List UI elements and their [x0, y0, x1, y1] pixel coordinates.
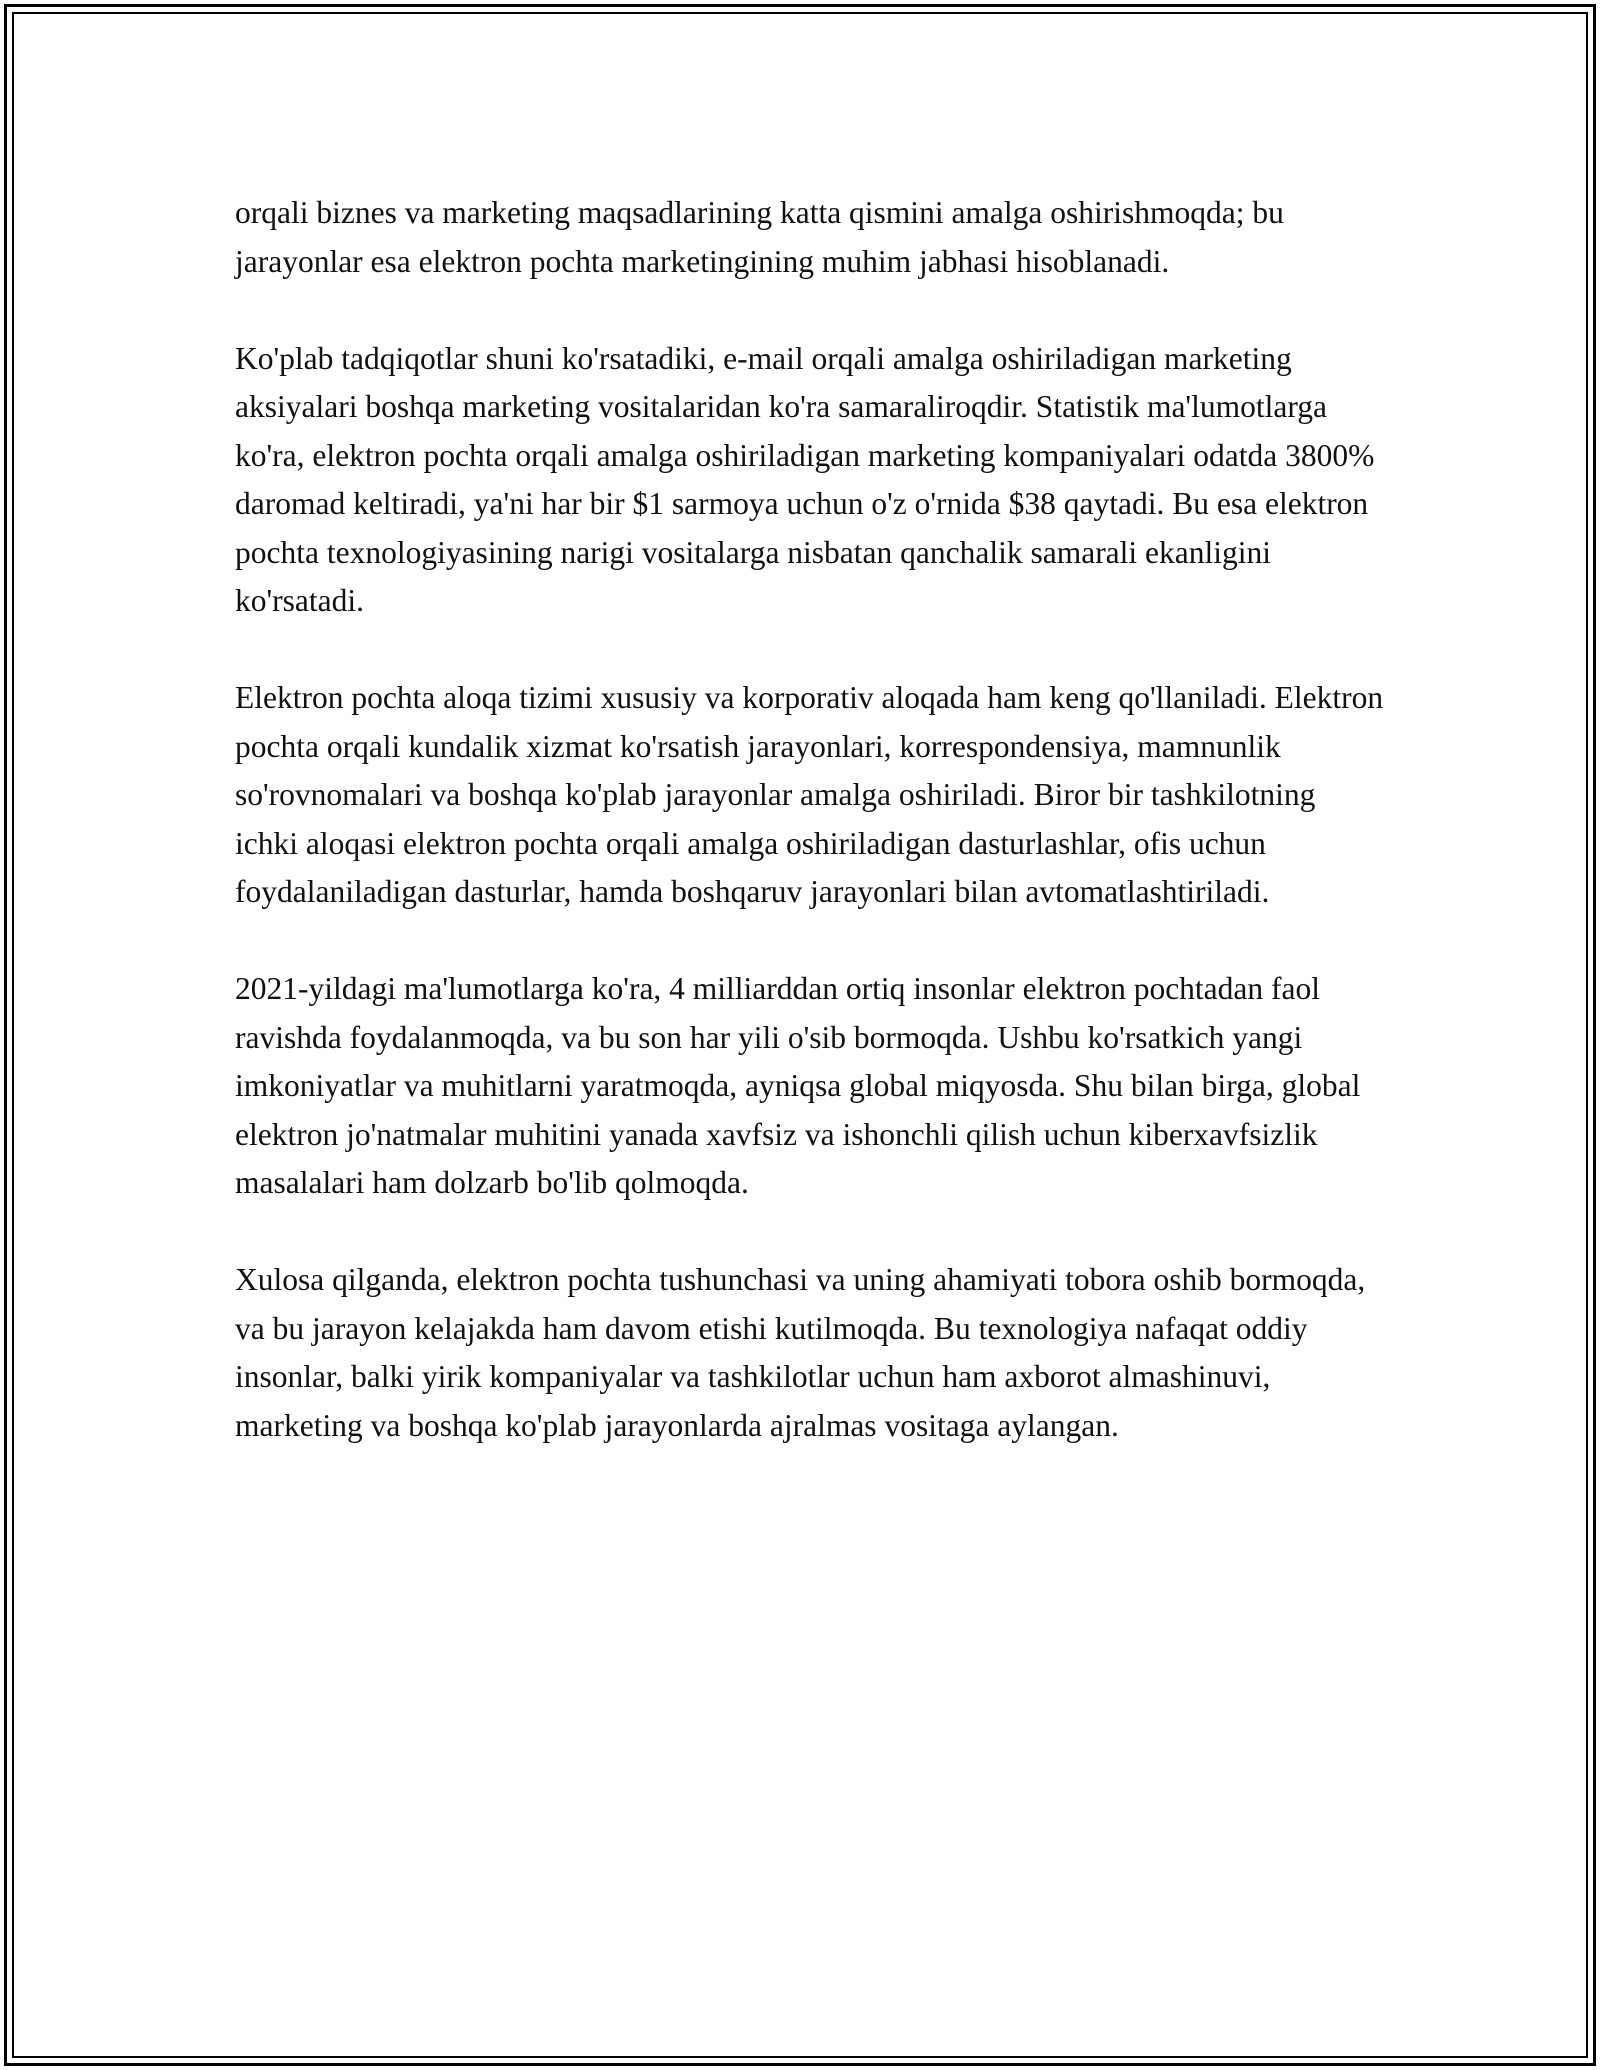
document-body — [235, 189, 1385, 1450]
paragraph-4: 2021-yildagi ma'lumotlarga ko'ra, 4 milliarddan ortiq insonlar elektron pochtadan faol ravishda foydalanmoqda, va bu son har yili o'sib bormoqda. Ushbu ko'rsatkich yangi imkoniyatlar va muhitlarni yaratmoqda, ayniqsa global miqyosda. Shu bilan birga, global elektron jo'natmalar muhitini yanada xavfsiz va ishonchli qilish uchun kiberxavfsizlik masalalari ham dolzarb bo'lib qolmoqda. — [235, 971, 1361, 1200]
paragraph-3: Elektron pochta aloqa tizimi xususiy va korporativ aloqada ham keng qo'llaniladi. Elektron pochta orqali kundalik xizmat ko'rsatish jarayonlari, korrespondensiya, mamnunlik so'rovnomalari va boshqa ko'plab jarayonlar amalga oshiriladi. Biror bir tashkilotning ichki aloqasi elektron pochta orqali amalga oshiriladigan dasturlashlar, ofis uchun foydalaniladigan dasturlar, hamda boshqaruv jarayonlari bilan avtomatlashtiriladi. — [235, 680, 1384, 909]
paragraph-2: Ko'plab tadqiqotlar shuni ko'rsatadiki, e-mail orqali amalga oshiriladigan marketing aksiyalari boshqa marketing vositalaridan ko'ra samaraliroqdir. Statistik ma'lumotlarga ko'ra, elektron pochta orqali amalga oshiriladigan marketing kompaniyalari odatda 3800% daromad keltiradi, ya'ni har bir $1 sarmoya uchun o'z o'rnida $38 qaytadi. Bu esa elektron pochta texnologiyasining narigi vositalarga nisbatan qanchalik samarali ekanligini ko'rsatadi. — [235, 340, 1375, 618]
paragraph-5: Xulosa qilganda, elektron pochta tushunchasi va uning ahamiyati tobora oshib bormoqda, va bu jarayon kelajakda ham davom etishi kutilmoqda. Bu texnologiya nafaqat oddiy insonlar, balki yirik kompaniyalar va tashkilotlar uchun ham axborot almashinuvi, marketing va boshqa ko'plab jarayonlarda ajralmas vositaga aylangan. — [235, 1262, 1366, 1443]
paragraph-1: orqali biznes va marketing maqsadlarining katta qismini amalga oshirishmoqda; bu jarayonlar esa elektron pochta marketingining muhim jabhasi hisoblanadi. — [235, 195, 1284, 279]
